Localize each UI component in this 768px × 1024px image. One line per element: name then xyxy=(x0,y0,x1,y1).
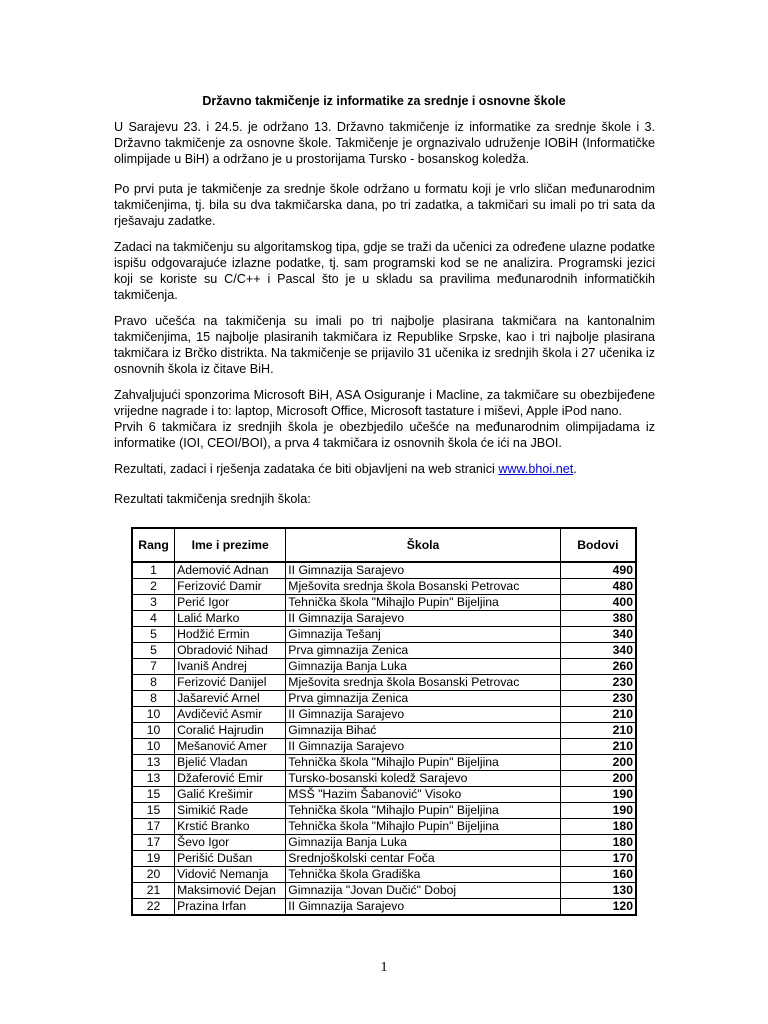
rank-cell: 8 xyxy=(132,675,175,691)
points-cell: 190 xyxy=(560,803,636,819)
table-caption: Rezultati takmičenja srednjih škola: xyxy=(114,491,311,506)
points-cell: 400 xyxy=(560,595,636,611)
school-cell: II Gimnazija Sarajevo xyxy=(286,899,561,916)
school-cell: Tehnička škola "Mihajlo Pupin" Bijeljina xyxy=(286,803,561,819)
rank-cell: 8 xyxy=(132,691,175,707)
paragraph-tasks: Zadaci na takmičenju su algoritamskog tipa, gdje se traži da učenici za određene ulazne podatke ispišu odgovarajuće izlazne podatke, tj. sam programski kod se ne analizira. Programski jezici koji se koriste su C/C++ i Pascal što je u skladu sa pravilima međunarodnih informatičkih takmičenja. xyxy=(114,239,655,302)
rank-cell: 10 xyxy=(132,723,175,739)
name-cell: Ševo Igor xyxy=(175,835,286,851)
points-cell: 380 xyxy=(560,611,636,627)
school-cell: Tursko-bosanski koledž Sarajevo xyxy=(286,771,561,787)
name-cell: Krstić Branko xyxy=(175,819,286,835)
points-cell: 260 xyxy=(560,659,636,675)
school-cell: Gimnazija Banja Luka xyxy=(286,835,561,851)
table-row xyxy=(132,579,636,595)
table-row xyxy=(132,835,636,851)
name-cell: Vidović Nemanja xyxy=(175,867,286,883)
table-row xyxy=(132,803,636,819)
name-cell: Lalić Marko xyxy=(175,611,286,627)
name-cell: Ferizović Damir xyxy=(175,579,286,595)
points-cell: 120 xyxy=(560,899,636,916)
rank-cell: 5 xyxy=(132,643,175,659)
rank-cell: 13 xyxy=(132,755,175,771)
name-cell: Bjelić Vladan xyxy=(175,755,286,771)
rank-cell: 5 xyxy=(132,627,175,643)
name-cell: Perić Igor xyxy=(175,595,286,611)
rank-cell: 10 xyxy=(132,707,175,723)
table-row xyxy=(132,771,636,787)
school-cell: II Gimnazija Sarajevo xyxy=(286,739,561,755)
name-cell: Avdičević Asmir xyxy=(175,707,286,723)
school-cell: Tehnička škola "Mihajlo Pupin" Bijeljina xyxy=(286,755,561,771)
school-cell: Mješovita srednja škola Bosanski Petrovac xyxy=(286,675,561,691)
table-row xyxy=(132,883,636,899)
paragraph-olympiads: Prvih 6 takmičara iz srednjih škola je obezbjedilo učešće na međunarodnim olimpijadama iz informatike (IOI, CEOI/BOI), a prva 4 takmičara iz osnovnih škola će ići na JBOI. xyxy=(114,419,655,450)
rank-cell: 15 xyxy=(132,803,175,819)
table-row xyxy=(132,739,636,755)
table-row xyxy=(132,867,636,883)
school-cell: Gimnazija Tešanj xyxy=(286,627,561,643)
rank-cell: 3 xyxy=(132,595,175,611)
name-cell: Galić Krešimir xyxy=(175,787,286,803)
table-row xyxy=(132,595,636,611)
school-cell: II Gimnazija Sarajevo xyxy=(286,707,561,723)
rank-cell: 17 xyxy=(132,835,175,851)
school-cell: Tehnička škola Gradiška xyxy=(286,867,561,883)
rank-cell: 1 xyxy=(132,562,175,579)
rank-cell: 7 xyxy=(132,659,175,675)
name-cell: Perišić Dušan xyxy=(175,851,286,867)
table-row xyxy=(132,627,636,643)
name-cell: Obradović Nihad xyxy=(175,643,286,659)
name-cell: Džaferović Emir xyxy=(175,771,286,787)
points-cell: 210 xyxy=(560,739,636,755)
rank-cell: 2 xyxy=(132,579,175,595)
points-cell: 340 xyxy=(560,627,636,643)
points-cell: 170 xyxy=(560,851,636,867)
school-cell: II Gimnazija Sarajevo xyxy=(286,611,561,627)
results-website-link[interactable]: www.bhoi.net xyxy=(498,461,574,476)
school-cell: Srednjoškolski centar Foča xyxy=(286,851,561,867)
name-cell: Hodžić Ermin xyxy=(175,627,286,643)
rank-cell: 13 xyxy=(132,771,175,787)
school-cell: II Gimnazija Sarajevo xyxy=(286,562,561,579)
table-row xyxy=(132,851,636,867)
school-cell: Prva gimnazija Zenica xyxy=(286,643,561,659)
name-cell: Ferizović Danijel xyxy=(175,675,286,691)
table-row xyxy=(132,562,636,579)
school-cell: Tehnička škola "Mihajlo Pupin" Bijeljina xyxy=(286,595,561,611)
points-cell: 490 xyxy=(560,562,636,579)
school-cell: Gimnazija Banja Luka xyxy=(286,659,561,675)
points-cell: 210 xyxy=(560,723,636,739)
results-table xyxy=(131,527,637,916)
name-cell: Ivaniš Andrej xyxy=(175,659,286,675)
paragraph-sponsors: Zahvaljujući sponzorima Microsoft BiH, ASA Osiguranje i Macline, za takmičare su obezbijeđene vrijedne nagrade i to: laptop, Microsoft Office, Microsoft tastature i miševi, Apple iPod nano. xyxy=(114,387,655,418)
page-number: 1 xyxy=(380,960,388,975)
table-row xyxy=(132,659,636,675)
paragraph-participation: Pravo učešća na takmičenja su imali po tri najbolje plasirana takmičara na kantonalnim takmičenjima, 15 najbolje plasiranih takmičara iz Republike Srpske, kao i tri najbolje plasirana takmičara iz Brčko distrikta. Na takmičenje se prijavilo 31 učenika iz srednjih škola i 27 učenika iz osnovnih škola iz čitave BiH. xyxy=(114,313,655,376)
points-cell: 160 xyxy=(560,867,636,883)
table-row xyxy=(132,643,636,659)
name-cell: Coralić Hajrudin xyxy=(175,723,286,739)
points-cell: 130 xyxy=(560,883,636,899)
table-row xyxy=(132,819,636,835)
document-title: Državno takmičenje iz informatike za srednje i osnovne škole xyxy=(202,94,566,108)
rank-cell: 22 xyxy=(132,899,175,916)
name-cell: Prazina Irfan xyxy=(175,899,286,916)
rank-cell: 15 xyxy=(132,787,175,803)
results-note-suffix: . xyxy=(573,461,577,476)
name-cell: Mešanović Amer xyxy=(175,739,286,755)
school-cell: MSŠ "Hazim Šabanović" Visoko xyxy=(286,787,561,803)
table-row xyxy=(132,723,636,739)
rank-cell: 20 xyxy=(132,867,175,883)
table-row xyxy=(132,787,636,803)
rank-cell: 17 xyxy=(132,819,175,835)
paragraph-format: Po prvi puta je takmičenje za srednje škole održano u formatu koji je vrlo sličan međunarodnim takmičenjima, tj. bila su dva takmičarska dana, po tri zadatka, a takmičari su imali po tri sata da rješavaju zadatke. xyxy=(114,181,655,228)
points-cell: 480 xyxy=(560,579,636,595)
name-cell: Ademović Adnan xyxy=(175,562,286,579)
name-cell: Simikić Rade xyxy=(175,803,286,819)
results-table-body xyxy=(132,562,636,915)
table-row xyxy=(132,611,636,627)
rank-cell: 21 xyxy=(132,883,175,899)
header-points: Bodovi xyxy=(560,528,636,562)
rank-cell: 19 xyxy=(132,851,175,867)
table-row xyxy=(132,899,636,916)
school-cell: Gimnazija "Jovan Dučić" Doboj xyxy=(286,883,561,899)
points-cell: 210 xyxy=(560,707,636,723)
points-cell: 180 xyxy=(560,819,636,835)
name-cell: Maksimović Dejan xyxy=(175,883,286,899)
points-cell: 200 xyxy=(560,755,636,771)
points-cell: 340 xyxy=(560,643,636,659)
table-row xyxy=(132,675,636,691)
results-note-prefix: Rezultati, zadaci i rješenja zadataka će biti objavljeni na web stranici xyxy=(114,461,499,476)
header-school: Škola xyxy=(286,528,561,562)
school-cell: Gimnazija Bihać xyxy=(286,723,561,739)
points-cell: 230 xyxy=(560,675,636,691)
points-cell: 180 xyxy=(560,835,636,851)
rank-cell: 10 xyxy=(132,739,175,755)
school-cell: Mješovita srednja škola Bosanski Petrovac xyxy=(286,579,561,595)
paragraph-intro: U Sarajevu 23. i 24.5. je održano 13. Državno takmičenje iz informatike za srednje škole i 3. Državno takmičenje za osnovne škole. Takmičenje je orgnazivalo udruženje IOBiH (Informatičke olimpijade u BiH) a održano je u prostorijama Tursko - bosanskog koledža. xyxy=(114,119,655,166)
table-row xyxy=(132,691,636,707)
points-cell: 200 xyxy=(560,771,636,787)
name-cell: Jašarević Arnel xyxy=(175,691,286,707)
rank-cell: 4 xyxy=(132,611,175,627)
header-name: Ime i prezime xyxy=(175,528,286,562)
school-cell: Tehnička škola "Mihajlo Pupin" Bijeljina xyxy=(286,819,561,835)
header-rank: Rang xyxy=(132,528,175,562)
paragraph-results-note xyxy=(114,461,655,477)
school-cell: Prva gimnazija Zenica xyxy=(286,691,561,707)
points-cell: 190 xyxy=(560,787,636,803)
points-cell: 230 xyxy=(560,691,636,707)
table-row xyxy=(132,755,636,771)
table-row xyxy=(132,707,636,723)
table-header-row xyxy=(132,528,636,562)
